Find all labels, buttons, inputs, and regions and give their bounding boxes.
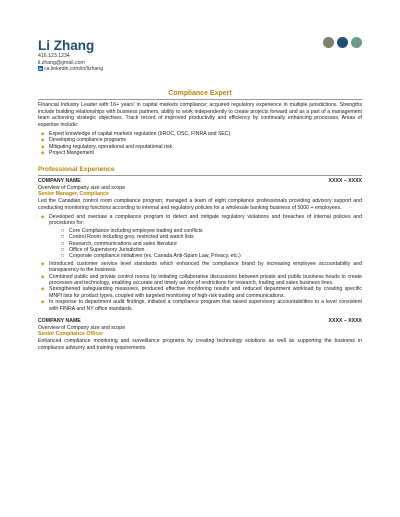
sub-bullet: □ Office of Supervisory Jurisdiction (49, 247, 362, 253)
resume-title: Compliance Expert (168, 89, 232, 97)
sub-bullet-list (49, 228, 362, 260)
email-address: li.zhang@gmail.com (38, 59, 85, 66)
job-header (38, 318, 362, 325)
company-name: COMPANY NAME (38, 178, 81, 185)
dot-2 (337, 37, 348, 48)
job-dates: XXXX – XXXX (328, 318, 362, 325)
job-dates: XXXX – XXXX (328, 178, 362, 185)
linkedin-icon: in (38, 66, 43, 72)
candidate-name: Li Zhang (38, 38, 95, 53)
title-divider (38, 99, 362, 100)
job-role: Senior Compliance Officer (38, 331, 104, 338)
dot-1 (323, 37, 334, 48)
job-intro: Led the Canadian control room compliance program; managed a team of eight compliance professionals providing advisory support and conducting monitoring functions according to internal and regulatory policies for a wholesale banking business of 5000 + employees. (38, 198, 362, 211)
company-name: COMPANY NAME (38, 318, 81, 325)
job-entry-2 (38, 318, 362, 351)
job-bullet-text: Developed and oversaw a compliance program to detect and mitigate regulatory violations and breaches of internal policies and procedures for: (49, 214, 362, 227)
sub-bullet: □ Research, communications and sales literature (49, 241, 362, 247)
phone-number: 416.123.1234 (38, 53, 70, 59)
job-intro: Enhanced compliance monitoring and surveillance programs by creating technology solutions as well as supporting the business in compliance advisory and training requirements. (38, 338, 362, 351)
job-entry-1 (38, 178, 362, 312)
summary-paragraph: Financial Industry Leader with 16+ years' in capital markets compliance; acquired regulatory experience in multiple jurisdictions. Strengths include building relationships with business partners, ability to work independently to create projects forward and as a part of a management team achieving strategic objectives. Track record of improved productivity and efficiency by continually enhancing processes. Areas of expertise include: (38, 102, 362, 128)
linkedin-line (38, 66, 362, 73)
experience-divider (38, 175, 362, 176)
decorative-dots (323, 37, 362, 48)
sub-bullet: □ Control Room including grey, restricted and watch lists (49, 234, 362, 240)
dot-3 (351, 37, 362, 48)
expertise-item: ◆ Developing compliance programs (38, 137, 362, 143)
job-bullet: ◆ Strengthened safeguarding measures, produced effective monitoring results and reduced department workload by creating specific MNPI lists for product types, coupled with targeted monitoring of high-risk trading and communications. (38, 286, 362, 299)
company-overview: Overview of Company size and scope (38, 184, 126, 191)
job-bullet: ◆ In response to department audit findings, initiated a compliance program that raised supervisory accountabilities to a level consistent with FINRA and NY office standards. (38, 299, 362, 312)
linkedin-url[interactable]: ca.linkedin.com/in/lizhang (44, 66, 104, 73)
sub-bullet: □ Corporate compliance initiatives (ex. Canada Anti-Spam Law, Privacy, etc.) (49, 253, 362, 259)
expertise-list (38, 131, 362, 157)
experience-heading: Professional Experience (38, 165, 115, 173)
job-bullet (38, 214, 362, 260)
job-bullet: ◆ Combined public and private control rooms by initiating collaborative discussions between private and public business heads to create processes and technology, enabling accurate and timely advice of restrictions for research, trading and sales business lines. (38, 274, 362, 287)
expertise-item: ◆ Mitigating regulatory, operational and reputational risk (38, 144, 362, 150)
resume-header (38, 38, 362, 73)
expertise-item: ◆ Expert knowledge of capital markets regulation (IIROC, OSC, FINRA and SEC) (38, 131, 362, 137)
sub-bullet: □ Core Compliance including employee trading and conflicts (49, 228, 362, 234)
job-bullets (38, 214, 362, 312)
job-bullet: ◆ Introduced customer service level standards which enhanced the compliance brand by increasing employee accountability and transparency to the business. (38, 261, 362, 274)
company-overview: Overview of Company size and scope (38, 324, 126, 331)
expertise-item: ◆ Project Mangement (38, 150, 362, 156)
job-header (38, 178, 362, 185)
job-role: Senior Manager, Compliance (38, 191, 109, 198)
